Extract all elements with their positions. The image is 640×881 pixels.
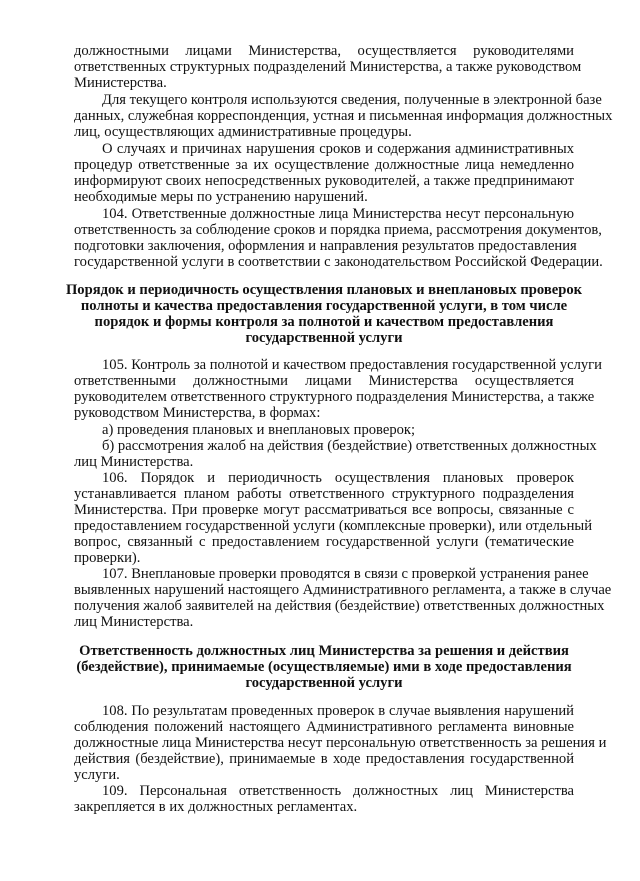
text-line: соблюдения положений настоящего Административного регламента виновные bbox=[74, 719, 574, 735]
section-heading: порядок и формы контроля за полнотой и качеством предоставления bbox=[94, 314, 554, 330]
text-line: О случаях и причинах нарушения сроков и содержания административных bbox=[102, 141, 574, 157]
text-line: ответственность за соблюдение сроков и порядка приема, рассмотрения документов, bbox=[74, 222, 602, 238]
text-line: предоставлением государственной услуги (комплексные проверки), или отдельный bbox=[74, 518, 593, 534]
text-line: проверки). bbox=[74, 550, 141, 566]
text-line: 106. Порядок и периодичность осуществления плановых проверок bbox=[102, 470, 574, 486]
text-line: вопрос, связанный с предоставлением государственной услуги (тематические bbox=[74, 534, 574, 550]
text-line: закрепляется в их должностных регламентах. bbox=[74, 799, 358, 815]
text-line: Министерства. bbox=[74, 75, 167, 91]
section-heading: государственной услуги bbox=[245, 330, 403, 346]
text-line: 104. Ответственные должностные лица Министерства несут персональную bbox=[102, 206, 574, 222]
text-line: получения жалоб заявителей на действия (бездействие) ответственных должностных bbox=[74, 598, 605, 614]
text-line: 107. Внеплановые проверки проводятся в связи с проверкой устранения ранее bbox=[102, 566, 589, 582]
section-heading: Ответственность должностных лиц Министерства за решения и действия bbox=[79, 643, 569, 659]
text-line: лиц Министерства. bbox=[74, 614, 194, 630]
text-line: ответственными должностными лицами Министерства осуществляется bbox=[74, 373, 574, 389]
text-line: устанавливается планом работы ответственного структурного подразделения bbox=[74, 486, 574, 502]
text-line: лиц, осуществляющих административные процедуры. bbox=[74, 124, 412, 140]
list-item: а) проведения плановых и внеплановых проверок; bbox=[102, 422, 416, 438]
text-line: должностные лица Министерства несут персональную ответственность за решения и bbox=[74, 735, 607, 751]
text-line: данных, служебная корреспонденция, устная и письменная информация должностных bbox=[74, 108, 613, 124]
text-line: информируют своих непосредственных руководителей, а также предпринимают bbox=[74, 173, 574, 189]
text-line: должностными лицами Министерства, осуществляется руководителями bbox=[74, 43, 574, 59]
text-line: выявленных нарушений настоящего Административного регламента, а также в случае bbox=[74, 582, 612, 598]
text-line: действия (бездействие), принимаемые в ходе предоставления государственной bbox=[74, 751, 574, 767]
text-line: ответственных структурных подразделений Министерства, а также руководством bbox=[74, 59, 582, 75]
text-line: подготовки заключения, оформления и направления результатов предоставления bbox=[74, 238, 577, 254]
section-heading: (бездействие), принимаемые (осуществляемые) ими в ходе предоставления bbox=[76, 659, 572, 675]
text-line: руководителем ответственного структурного подразделения Министерства, а также bbox=[74, 389, 595, 405]
text-line: государственной услуги в соответствии с законодательством Российской Федерации. bbox=[74, 254, 603, 270]
text-line: процедур ответственные за их осуществление должностные лица немедленно bbox=[74, 157, 574, 173]
text-line: услуги. bbox=[74, 767, 120, 783]
text-line: необходимые меры по устранению нарушений. bbox=[74, 189, 368, 205]
text-line: руководством Министерства, в формах: bbox=[74, 405, 321, 421]
text-line: Министерства. При проверке могут рассматриваться все вопросы, связанные с bbox=[74, 502, 574, 518]
list-item: б) рассмотрения жалоб на действия (бездействие) ответственных должностных bbox=[102, 438, 597, 454]
section-heading: Порядок и периодичность осуществления плановых и внеплановых проверок bbox=[65, 282, 583, 298]
text-line: 105. Контроль за полнотой и качеством предоставления государственной услуги bbox=[102, 357, 602, 373]
text-line: 108. По результатам проведенных проверок в случае выявления нарушений bbox=[102, 703, 574, 719]
section-heading: государственной услуги bbox=[245, 675, 403, 691]
text-line: 109. Персональная ответственность должностных лиц Министерства bbox=[102, 783, 574, 799]
text-line: Для текущего контроля используются сведения, полученные в электронной базе bbox=[102, 92, 602, 108]
text-line: лиц Министерства. bbox=[74, 454, 194, 470]
section-heading: полноты и качества предоставления государственной услуги, в том числе bbox=[80, 298, 568, 314]
